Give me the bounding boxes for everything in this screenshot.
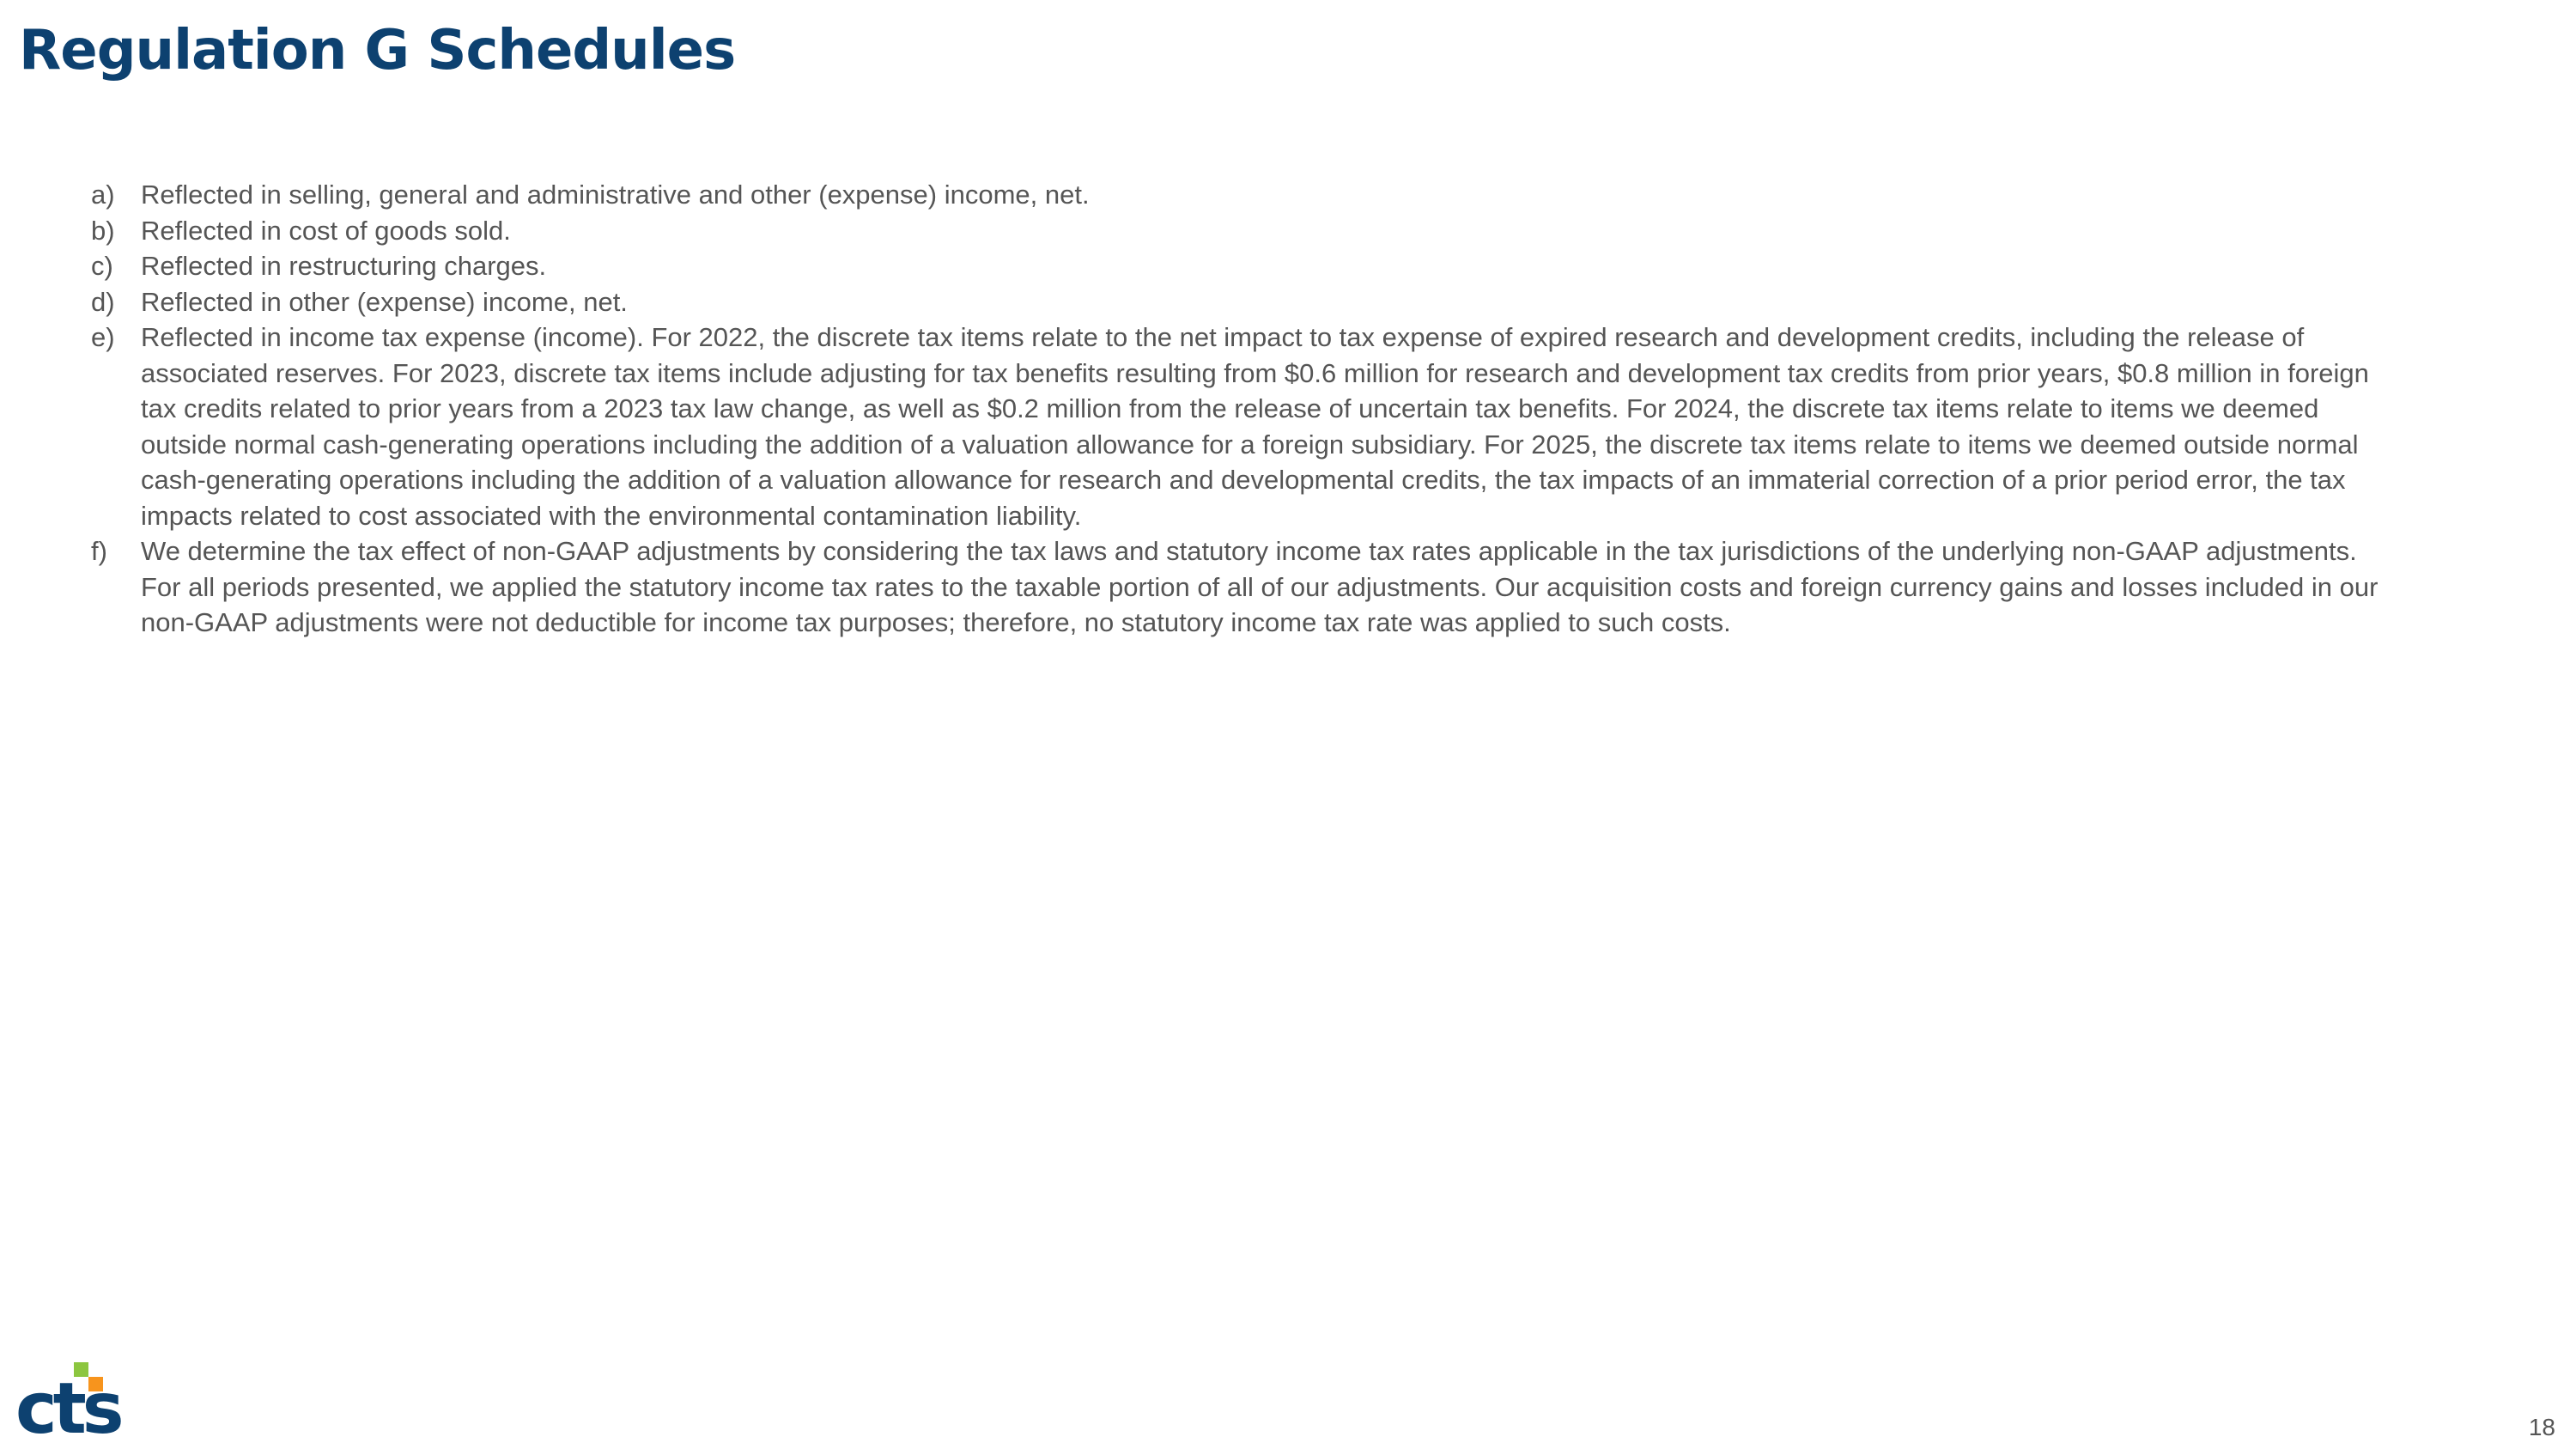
footnote-text: Reflected in other (expense) income, net. (141, 286, 628, 317)
footnote-e (91, 320, 2392, 533)
footnote-marker: b) (91, 215, 115, 246)
footnote-text: Reflected in selling, general and administrative and other (expense) income, net. (141, 180, 1090, 210)
logo-wordmark: cts (15, 1368, 120, 1436)
footnote-marker: a) (91, 180, 115, 210)
footnote-marker: e) (91, 322, 115, 352)
footnote-text: Reflected in income tax expense (income). For 2022, the discrete tax items relate to the net impact to tax expense of expired research and development credits, including the release of associated reserves. For 2023, discrete tax items include adjusting for tax benefits resulting from $0.6 million for research and development tax credits from prior years, $0.8 million in foreign tax credits related to prior years from a 2023 tax law change, as well as $0.2 million from the release of uncertain tax benefits. For 2024, the discrete tax items relate to items we deemed outside normal cash-generating operations including the addition of a valuation allowance for a foreign subsidiary. For 2025, the discrete tax items relate to items we deemed outside normal cash-generating operations including the addition of a valuation allowance for research and developmental credits, the tax impacts of an immaterial correction of a prior period error, the tax impacts related to cost associated with the environmental contamination liability. (141, 322, 2369, 531)
footnote-a (91, 177, 2392, 213)
footnote-marker: f) (91, 536, 107, 566)
cts-logo (15, 1359, 153, 1436)
footnote-d (91, 284, 2392, 320)
slide-title: Regulation G Schedules (19, 19, 736, 82)
footnote-marker: c) (91, 251, 113, 281)
footnote-f (91, 533, 2392, 641)
footnote-c (91, 248, 2392, 284)
footnote-marker: d) (91, 286, 115, 317)
footnote-text: Reflected in cost of goods sold. (141, 215, 511, 246)
footnote-b (91, 213, 2392, 249)
footnote-list (91, 177, 2392, 641)
page-number: 18 (2528, 1414, 2555, 1440)
footnote-text: We determine the tax effect of non-GAAP adjustments by considering the tax laws and statutory income tax rates applicable in the tax jurisdictions of the underlying non-GAAP adjustments. For all periods presented, we applied the statutory income tax rates to the taxable portion of all of our adjustments. Our acquisition costs and foreign currency gains and losses included in our non-GAAP adjustments were not deductible for income tax purposes; therefore, no statutory income tax rate was applied to such costs. (141, 536, 2379, 637)
footnote-text: Reflected in restructuring charges. (141, 251, 547, 281)
